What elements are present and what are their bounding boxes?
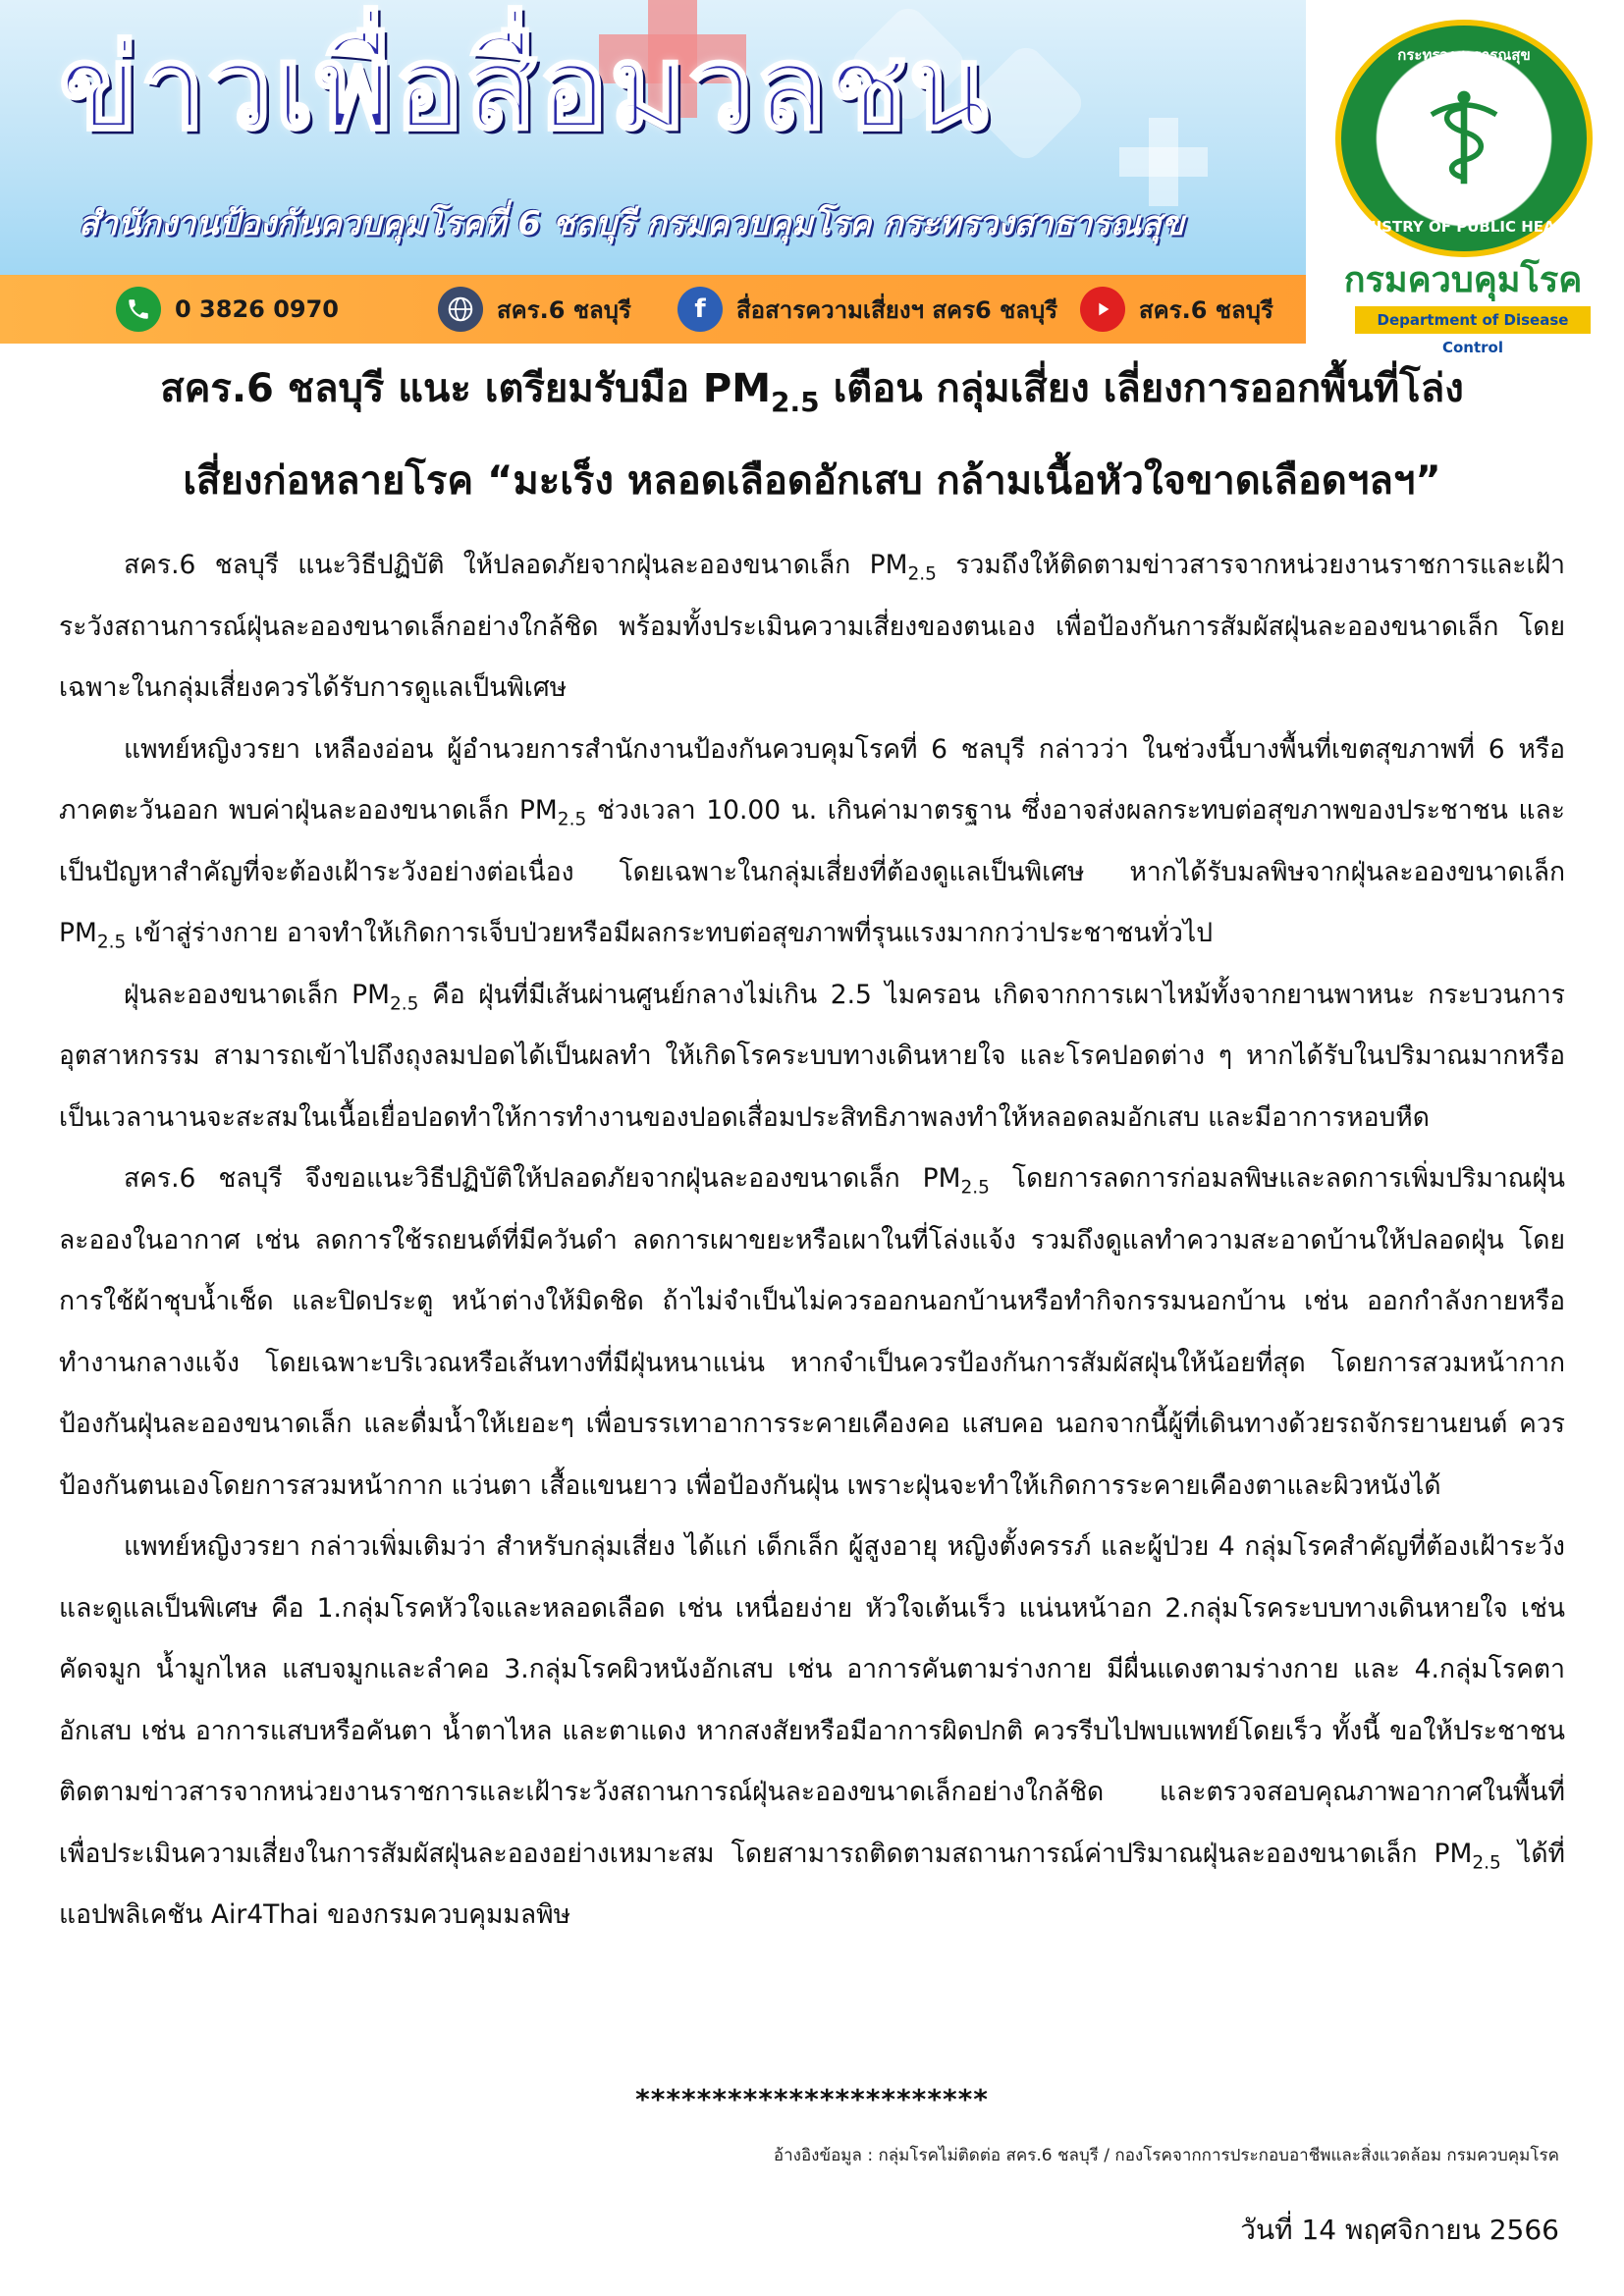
department-name-en: Department of Disease Control [1355, 306, 1591, 334]
separator-stars: *********************** [635, 2083, 989, 2115]
banner-subtitle: สำนักงานป้องกันควบคุมโรคที่ 6 ชลบุรี กรมควบคุมโรค กระทรวงสาธารณสุข [79, 204, 1185, 243]
facebook-label: สื่อสารความเสี่ยงฯ สคร6 ชลบุรี [736, 295, 1058, 324]
press-release-banner [0, 0, 1624, 356]
contact-youtube [1080, 287, 1273, 332]
phone-icon [116, 287, 161, 332]
contact-phone [116, 287, 339, 332]
paragraph-3: ฝุ่นละอองขนาดเล็ก $PM_{2.5}$ คือ ฝุ่นที่มีเส้นผ่านศูนย์กลางไม่เกิน 2.5 ไมครอน เกิดจากการเผาไหม้ทั้งจากยานพาหนะ กระบวนการอุตสาหกรรม สามารถเข้าไปถึงถุงลมปอดได้เป็นผลทำ ให้เกิดโรคระบบทางเดินหายใจ และโรคปอดต่าง ๆ หากได้รับในปริมาณมากหรือเป็นเวลานานจะสะสมในเนื้อเยื่อปอดทำให้การทำงานของปอดเสื่อมประสิทธิภาพลงทำให้หลอดลมอักเสบ และมีอาการหอบหืด [59, 979, 1565, 1133]
facebook-icon: f [677, 287, 723, 332]
youtube-label: สคร.6 ชลบุรี [1139, 295, 1273, 324]
banner-title: ข่าวเพื่อสื่อมวลชน [59, 20, 991, 155]
headline-line-2: เสี่ยงก่อหลายโรค “มะเร็ง หลอดเลือดอักเสบ กล้ามเนื้อหัวใจขาดเลือดฯลฯ” [183, 458, 1441, 504]
reference-note: อ้างอิงข้อมูล : กลุ่มโรคไม่ติดต่อ สคร.6 ชลบุรี / กองโรคจากการประกอบอาชีพและสิ่งแวดล้อม กรมควบคุมโรค [773, 2146, 1559, 2165]
contact-facebook [677, 287, 1057, 332]
ministry-logo [1335, 20, 1593, 257]
youtube-icon [1080, 287, 1125, 332]
release-date: วันที่ 14 พฤศจิกายน 2566 [1240, 2214, 1559, 2246]
globe-www-icon [438, 287, 483, 332]
paragraph-2: แพทย์หญิงวรยา เหลืองอ่อน ผู้อำนวยการสำนักงานป้องกันควบคุมโรคที่ 6 ชลบุรี กล่าวว่า ในช่วงนี้บางพื้นที่เขตสุขภาพที่ 6 หรือภาคตะวันออก พบค่าฝุ่นละอองขนาดเล็ก $PM_{2.5}$ ช่วงเวลา 10.00 น. เกินค่ามาตรฐาน ซึ่งอาจส่งผลกระทบต่อสุขภาพของประชาชน และเป็นปัญหาสำคัญที่จะต้องเฝ้าระวังอย่างต่อเนื่อง โดยเฉพาะในกลุ่มเสี่ยงที่ต้องดูแลเป็นพิเศษ หากได้รับมลพิษจากฝุ่นละอองขนาดเล็ก $PM_{2.5}$ เข้าสู่ร่างกาย อาจทำให้เกิดการเจ็บป่วยหรือมีผลกระทบต่อสุขภาพที่รุนแรงมากกว่าประชาชนทั่วไป [59, 733, 1565, 953]
medical-cross-decoration [1119, 118, 1208, 206]
headline-line-1: สคร.6 ชลบุรี แนะ เตรียมรับมือ $PM_{2.5}$ เตือน กลุ่มเสี่ยง เลี่ยงการออกพื้นที่โล่ง [160, 366, 1464, 418]
paragraph-5: แพทย์หญิงวรยา กล่าวเพิ่มเติมว่า สำหรับกลุ่มเสี่ยง ได้แก่ เด็กเล็ก ผู้สูงอายุ หญิงตั้งครรภ์ และผู้ป่วย 4 กลุ่มโรคสำคัญที่ต้องเฝ้าระวังและดูแลเป็นพิเศษ คือ 1.กลุ่มโรคหัวใจและหลอดเลือด เช่น เหนื่อยง่าย หัวใจเต้นเร็ว แน่นหน้าอก 2.กลุ่มโรคระบบทางเดินหายใจ เช่น คัดจมูก น้ำมูกไหล แสบจมูกและลำคอ 3.กลุ่มโรคผิวหนังอักเสบ เช่น อาการคันตามร่างกาย มีผื่นแดงตามร่างกาย และ 4.กลุ่มโรคตาอักเสบ เช่น อาการแสบหรือคันตา น้ำตาไหล และตาแดง หากสงสัยหรือมีอาการผิดปกติ ควรรีบไปพบแพทย์โดยเร็ว ทั้งนี้ ขอให้ประชาชนติดตามข่าวสารจากหน่วยงานราชการและเฝ้าระวังสถานการณ์ฝุ่นละอองขนาดเล็กอย่างใกล้ชิด และตรวจสอบคุณภาพอากาศในพื้นที่ เพื่อประเมินความเสี่ยงในการสัมผัสฝุ่นละอองอย่างเหมาะสม โดยสามารถติดตามสถานการณ์ค่าปริมาณฝุ่นละอองขนาดเล็ก $PM_{2.5}$ ได้ที่แอปพลิเคชัน Air4Thai ของกรมควบคุมมลพิษ [59, 1531, 1565, 1930]
contact-website [438, 287, 631, 332]
logo-ring-top: กระทรวงสาธารณสุข [1397, 46, 1531, 64]
paragraph-4: สคร.6 ชลบุรี จึงขอแนะวิธีปฏิบัติให้ปลอดภัยจากฝุ่นละอองขนาดเล็ก $PM_{2.5}$ โดยการลดการก่อมลพิษและลดการเพิ่มปริมาณฝุ่นละอองในอากาศ เช่น ลดการใช้รถยนต์ที่มีควันดำ ลดการเผาขยะหรือเผาในที่โล่งแจ้ง รวมถึงดูแลทำความสะอาดบ้านให้ปลอดฝุ่น โดยการใช้ผ้าชุบน้ำเช็ด และปิดประตู หน้าต่างให้มิดชิด ถ้าไม่จำเป็นไม่ควรออกนอกบ้านหรือทำกิจกรรมนอกบ้าน เช่น ออกกำลังกายหรือทำงานกลางแจ้ง โดยเฉพาะบริเวณหรือเส้นทางที่มีฝุ่นหนาแน่น หากจำเป็นควรป้องกันการสัมผัสฝุ่นให้น้อยที่สุด โดยการสวมหน้ากากป้องกันฝุ่นละอองขนาดเล็ก และดื่มน้ำให้เยอะๆ เพื่อบรรเทาอาการระคายเคืองคอ แสบคอ นอกจากนี้ผู้ที่เดินทางด้วยรถจักรยานยนต์ ควรป้องกันตนเองโดยการสวมหน้ากาก แว่นตา เสื้อแขนยาว เพื่อป้องกันฝุ่น เพราะฝุ่นจะทำให้เกิดการระคายเคืองตาและผิวหนังได้ [59, 1163, 1565, 1501]
department-name-th: กรมควบคุมโรค [1343, 260, 1583, 300]
website-label: สคร.6 ชลบุรี [497, 295, 631, 324]
paragraph-1: สคร.6 ชลบุรี แนะวิธีปฏิบัติ ให้ปลอดภัยจากฝุ่นละอองขนาดเล็ก $PM_{2.5}$ รวมถึงให้ติดตามข่าวสารจากหน่วยงานราชการและเฝ้าระวังสถานการณ์ฝุ่นละอองขนาดเล็กอย่างใกล้ชิด พร้อมทั้งประเมินความเสี่ยงของตนเอง เพื่อป้องกันการสัมผัสฝุ่นละอองขนาดเล็ก โดยเฉพาะในกลุ่มเสี่ยงควรได้รับการดูแลเป็นพิเศษ [59, 550, 1566, 703]
article-body [59, 535, 1565, 1947]
logo-ring-bottom: MINISTRY OF PUBLIC HEALTH [1343, 218, 1585, 236]
phone-number: 0 3826 0970 [175, 295, 340, 323]
caduceus-emblem-icon [1410, 84, 1518, 192]
